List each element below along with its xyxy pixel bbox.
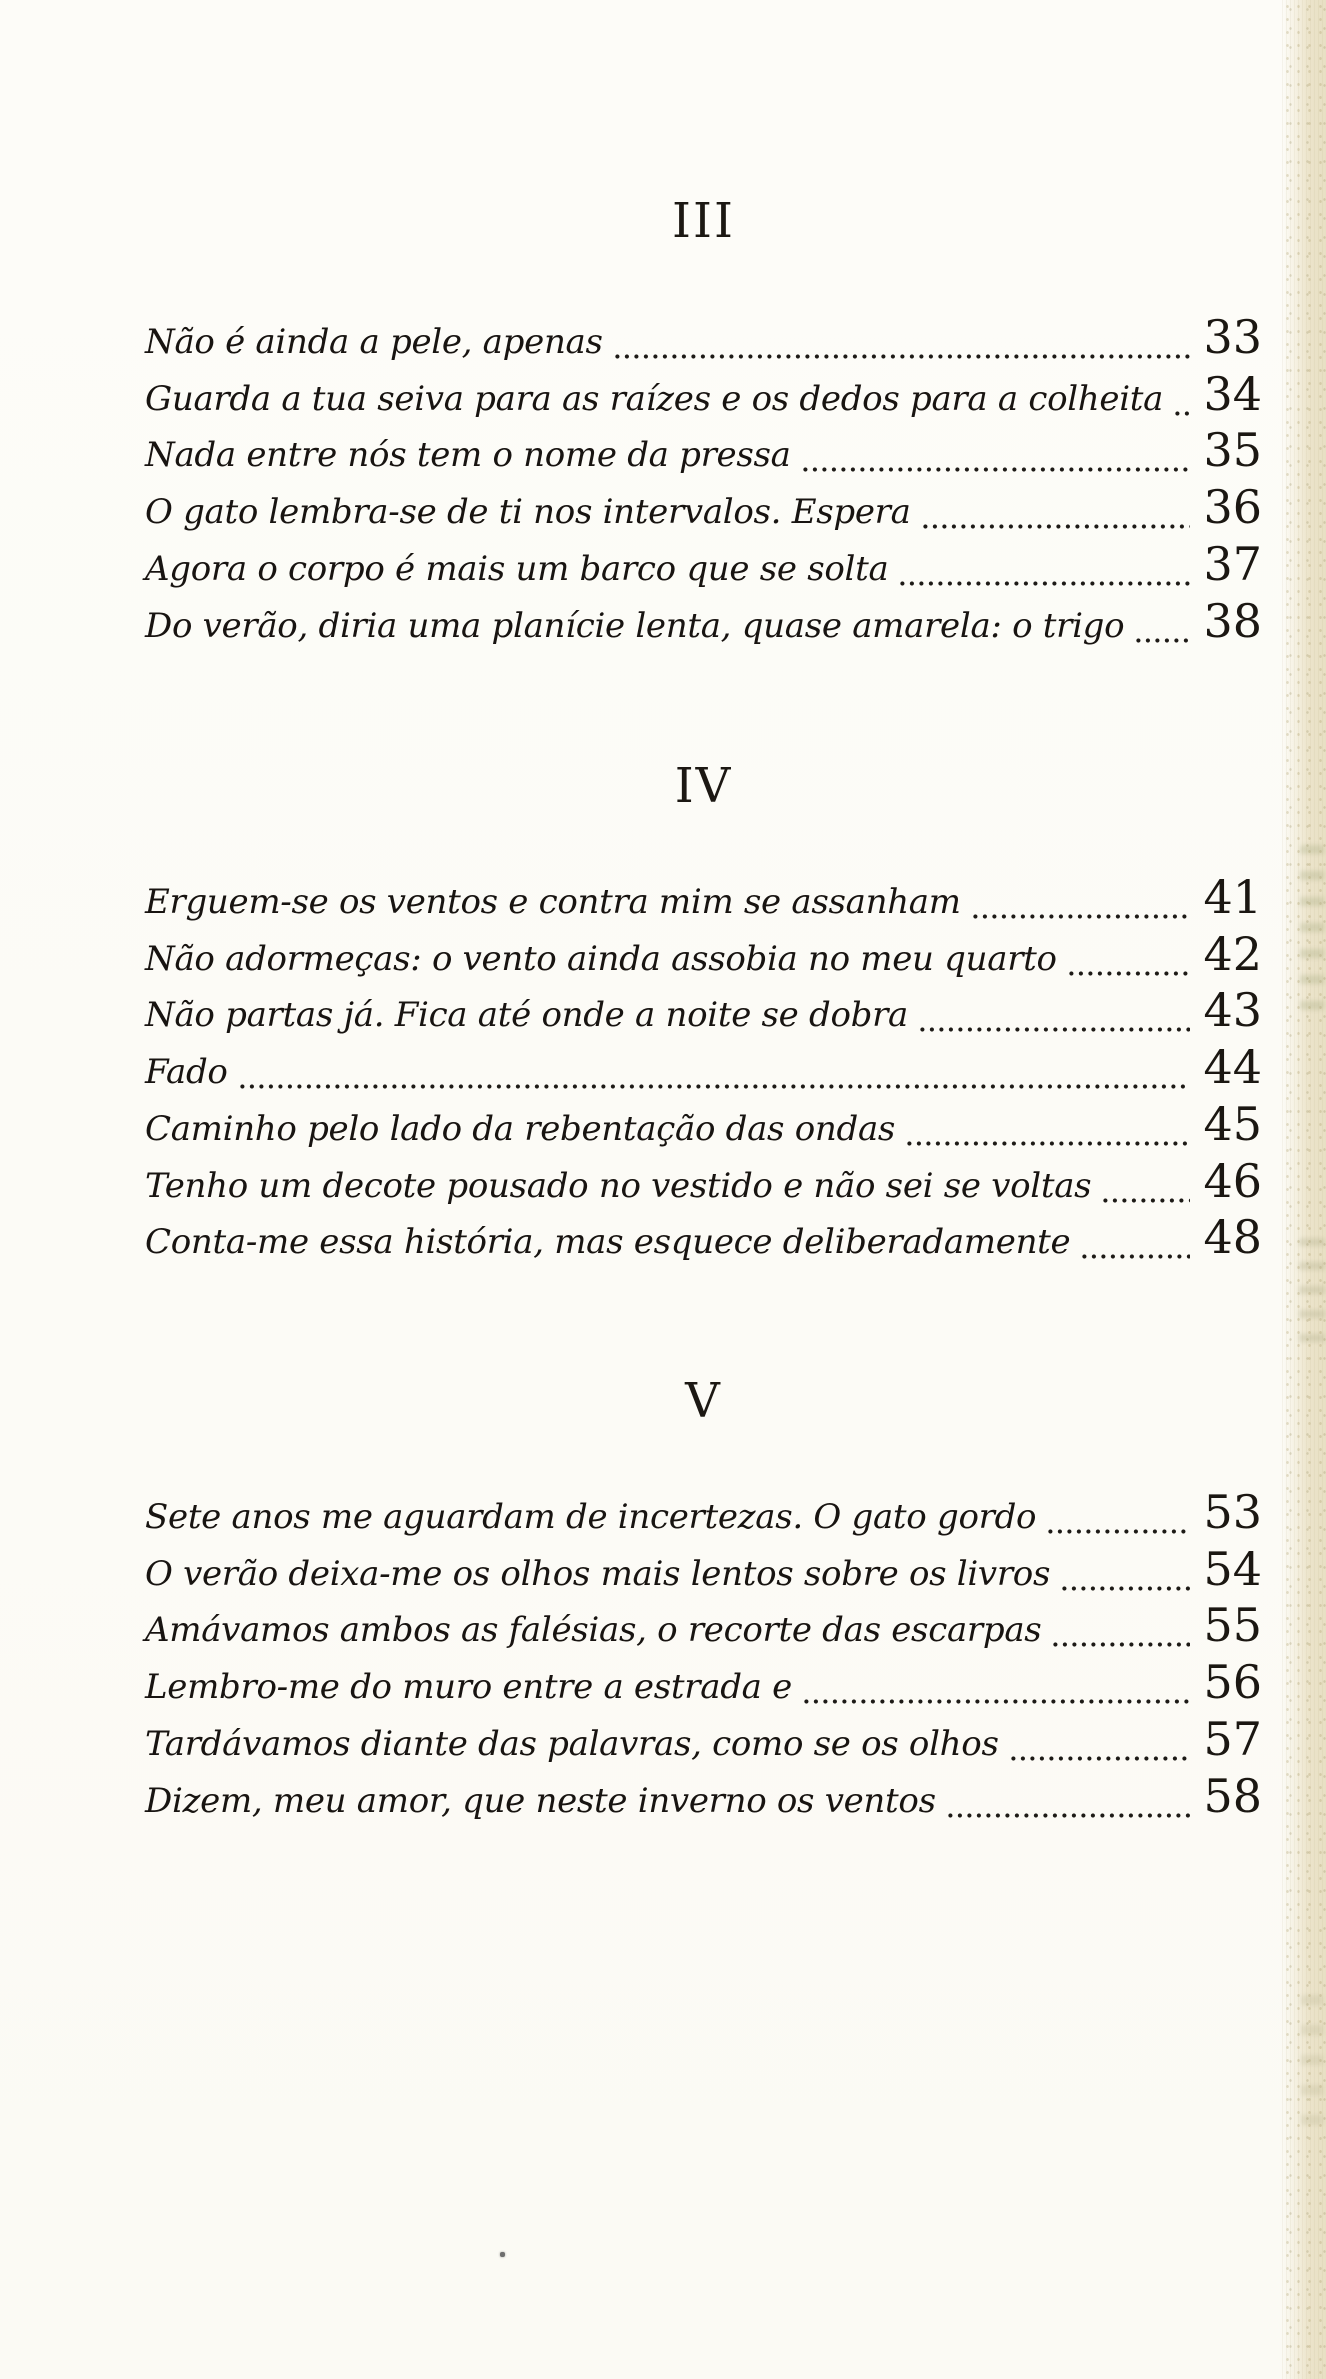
- toc-entry: [145, 480, 1262, 536]
- toc-entry-page-number: 45: [1203, 1097, 1262, 1151]
- toc-entry: [145, 1598, 1262, 1654]
- toc-entry-page-number: 56: [1203, 1655, 1262, 1709]
- toc-entry: [145, 1154, 1262, 1210]
- toc-entry-page-number: 57: [1203, 1712, 1262, 1766]
- toc-entry-page-number: 48: [1203, 1210, 1262, 1264]
- dust-speck: [500, 2252, 505, 2257]
- toc-entry: [145, 1040, 1262, 1096]
- showthrough-mark: [1300, 845, 1324, 1010]
- toc-entry: [145, 423, 1262, 479]
- toc-entry-title: Guarda a tua seiva para as raízes e os dedos para a colheita: [145, 379, 1164, 419]
- toc-entry-page-number: 55: [1203, 1598, 1262, 1652]
- toc-entry-page-number: 38: [1203, 594, 1262, 648]
- toc-entry-title: Não é ainda a pele, apenas: [145, 322, 603, 362]
- toc-entry: [145, 1485, 1262, 1541]
- toc-entry-title: Caminho pelo lado da rebentação das ondas: [145, 1109, 896, 1149]
- toc-entry-title: Tenho um decote pousado no vestido e não sei se voltas: [145, 1166, 1092, 1206]
- dot-leader: [1053, 1602, 1190, 1654]
- toc-entry-title: Sete anos me aguardam de incertezas. O gato gordo: [145, 1497, 1037, 1537]
- toc-entry-page-number: 34: [1203, 367, 1262, 421]
- dot-leader: [923, 484, 1190, 536]
- toc-entry-title: Erguem-se os ventos e contra mim se assanham: [145, 882, 961, 922]
- dot-leader: [907, 1101, 1190, 1153]
- toc-entry: [145, 537, 1262, 593]
- toc-entry-page-number: 43: [1203, 983, 1262, 1037]
- dot-leader: [804, 1659, 1190, 1711]
- toc-entry-page-number: 46: [1203, 1154, 1262, 1208]
- dot-leader: [1062, 1546, 1190, 1598]
- toc-entry-title: Agora o corpo é mais um barco que se solta: [145, 549, 889, 589]
- toc-entry-page-number: 44: [1203, 1040, 1262, 1094]
- toc-entry: [145, 870, 1262, 926]
- toc-entry: [145, 367, 1262, 423]
- toc-entry: [145, 1712, 1262, 1768]
- section-heading: V: [685, 1373, 722, 1429]
- toc-entry: [145, 983, 1262, 1039]
- toc-entry-page-number: 37: [1203, 537, 1262, 591]
- dot-leader: [1103, 1158, 1190, 1210]
- section-heading: IV: [674, 758, 733, 814]
- dot-leader: [1136, 598, 1190, 650]
- toc-entry-title: Não adormeças: o vento ainda assobia no meu quarto: [145, 939, 1057, 979]
- toc-entry-title: O verão deixa-me os olhos mais lentos sobre os livros: [145, 1554, 1051, 1594]
- toc-entry: [145, 927, 1262, 983]
- toc-entry: [145, 1655, 1262, 1711]
- toc-entry: [145, 1210, 1262, 1266]
- toc-entry-title: Lembro-me do muro entre a estrada e: [145, 1667, 792, 1707]
- dot-leader: [1082, 1214, 1190, 1266]
- dot-leader: [240, 1044, 1190, 1096]
- dot-leader: [1175, 371, 1190, 423]
- toc-entry-page-number: 36: [1203, 480, 1262, 534]
- toc-entry-page-number: 33: [1203, 310, 1262, 364]
- toc-entry-title: Conta-me essa história, mas esquece deliberadamente: [145, 1222, 1071, 1262]
- dot-leader: [1069, 931, 1190, 983]
- showthrough-mark: [1301, 1995, 1323, 2125]
- toc-entry: [145, 594, 1262, 650]
- dot-leader: [1048, 1489, 1190, 1541]
- toc-entry-title: Nada entre nós tem o nome da pressa: [145, 435, 791, 475]
- dot-leader: [973, 874, 1190, 926]
- showthrough-mark: [1299, 1238, 1325, 1343]
- toc-entry-title: O gato lembra-se de ti nos intervalos. Espera: [145, 492, 911, 532]
- toc-entry-page-number: 42: [1203, 927, 1262, 981]
- toc-entry-title: Fado: [145, 1052, 228, 1092]
- toc-entry: [145, 1542, 1262, 1598]
- dot-leader: [920, 987, 1190, 1039]
- toc-entry-title: Não partas já. Fica até onde a noite se dobra: [145, 995, 909, 1035]
- section-heading: III: [672, 193, 735, 249]
- toc-entry-page-number: 53: [1203, 1485, 1262, 1539]
- dot-leader: [900, 541, 1190, 593]
- toc-entry-page-number: 41: [1203, 870, 1262, 924]
- toc-entry-page-number: 35: [1203, 423, 1262, 477]
- toc-entry: [145, 310, 1262, 366]
- toc-entry-title: Do verão, diria uma planície lenta, quase amarela: o trigo: [145, 606, 1125, 646]
- dot-leader: [948, 1773, 1190, 1825]
- toc-entry: [145, 1097, 1262, 1153]
- toc-entry: [145, 1769, 1262, 1825]
- toc-entry-page-number: 58: [1203, 1769, 1262, 1823]
- dot-leader: [803, 427, 1190, 479]
- toc-entry-title: Tardávamos diante das palavras, como se os olhos: [145, 1724, 999, 1764]
- toc-entry-title: Dizem, meu amor, que neste inverno os ventos: [145, 1781, 936, 1821]
- dot-leader: [1011, 1716, 1190, 1768]
- dot-leader: [615, 314, 1190, 366]
- toc-entry-page-number: 54: [1203, 1542, 1262, 1596]
- toc-entry-title: Amávamos ambos as falésias, o recorte das escarpas: [145, 1610, 1042, 1650]
